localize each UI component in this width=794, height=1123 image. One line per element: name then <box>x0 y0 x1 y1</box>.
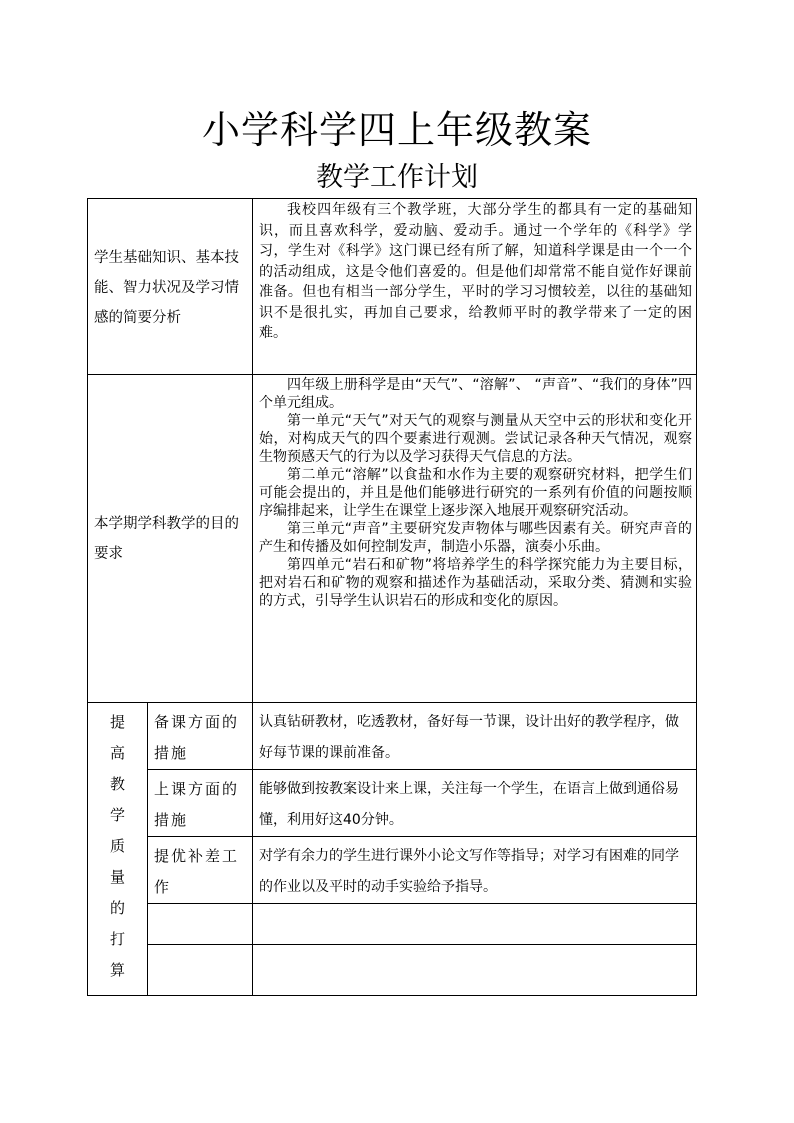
goals-paragraph: 第一单元“天气”对天气的观察与测量从天空中云的形状和变化开始，对构成天气的四个要素进行观测。尝试记录各种天气情况，观察生物预感天气的行为以及学习获得天气信息的方法。 <box>259 413 692 465</box>
goals-label: 本学期学科教学的目的要求 <box>88 375 253 703</box>
table-row-plan <box>88 703 697 770</box>
plan-item-label <box>148 904 253 945</box>
goals-paragraph: 第三单元“声音”主要研究发声物体与哪些因素有关。研究声音的产生和传播及如何控制发声，制造小乐器，演奏小乐曲。 <box>259 521 692 555</box>
plan-item-label <box>148 945 253 996</box>
plan-item-label: 提优补差工作 <box>148 837 253 904</box>
plan-item-text <box>253 904 697 945</box>
goals-text-cell <box>253 375 697 703</box>
goals-paragraph: 第二单元“溶解”以食盐和水作为主要的观察研究材料，把学生们可能会提出的，并且是他们能够进行研究的一系列有价值的问题按顺序编排起来，让学生在课堂上逐步深入地展开观察研究活动。 <box>259 467 692 519</box>
table-row-plan-empty <box>88 904 697 945</box>
document-subtitle: 教学工作计划 <box>316 162 478 193</box>
plan-vertical-char: 打 <box>109 930 125 948</box>
plan-item-label: 备课方面的措施 <box>148 703 253 770</box>
plan-vertical-char: 教 <box>109 775 125 793</box>
analysis-text: 我校四年级有三个教学班，大部分学生的都具有一定的基础知识，而且喜欢科学，爱动脑、爱动手。通过一个学年的《科学》学习，学生对《科学》这门课已经有所了解，知道科学课是由一个一个的活动组成，这是令他们喜爱的。但是他们却常常不能自觉作好课前准备。但也有相当一部分学生，平时的学习习惯较差，以往的基础知识不是很扎实，再加自己要求，给教师平时的教学带来了一定的困难。 <box>259 202 692 341</box>
plan-vertical-char: 学 <box>109 806 125 824</box>
plan-item-text: 认真钻研教材，吃透教材，备好每一节课，设计出好的教学程序，做好每节课的课前准备。 <box>253 703 697 770</box>
goals-paragraph: 第四单元“岩石和矿物”将培养学生的科学探究能力为主要目标，把对岩石和矿物的观察和描述作为基础活动，采取分类、猜测和实验的方式，引导学生认识岩石的形成和变化的原因。 <box>259 557 692 609</box>
plan-item-text <box>253 945 697 996</box>
table-row-plan <box>88 770 697 837</box>
table-row-analysis <box>88 199 697 375</box>
analysis-label: 学生基础知识、基本技能、智力状况及学习情感的简要分析 <box>88 199 253 375</box>
table-row-goals <box>88 375 697 703</box>
plan-vertical-label <box>88 703 148 996</box>
plan-vertical-char: 量 <box>109 868 125 886</box>
goals-paragraph: 四年级上册科学是由“天气”、“溶解”、 “声音”、“我们的身体”四个单元组成。 <box>259 377 692 411</box>
table-row-plan <box>88 837 697 904</box>
plan-item-label: 上课方面的措施 <box>148 770 253 837</box>
plan-vertical-char: 质 <box>109 837 125 855</box>
plan-vertical-char: 提 <box>109 713 125 731</box>
document-title: 小学科学四上年级教案 <box>201 108 592 152</box>
analysis-text-cell <box>253 199 697 375</box>
plan-item-text: 能够做到按教案设计来上课，关注每一个学生，在语言上做到通俗易懂，利用好这40分钟。 <box>253 770 697 837</box>
plan-vertical-char: 高 <box>109 744 125 762</box>
table-row-plan-empty <box>88 945 697 996</box>
plan-item-text: 对学有余力的学生进行课外小论文写作等指导；对学习有困难的同学的作业以及平时的动手实验给予指导。 <box>253 837 697 904</box>
plan-vertical-char: 的 <box>109 899 125 917</box>
lesson-plan-table <box>87 198 697 996</box>
plan-vertical-char: 算 <box>109 961 125 979</box>
